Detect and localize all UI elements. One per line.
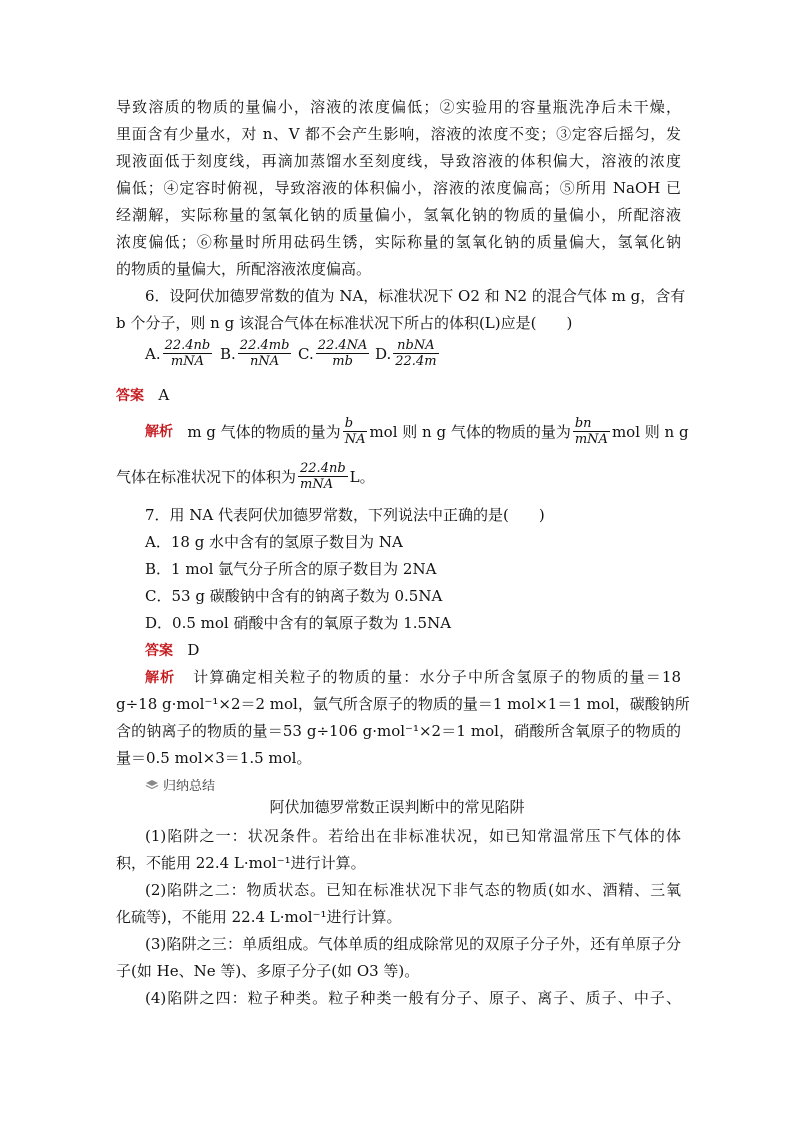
analysis-label: 解析 bbox=[145, 423, 173, 440]
text-line: (4)陷阱之四：粒子种类。粒子种类一般有分子、原子、离子、质子、中子、 bbox=[145, 989, 681, 1007]
option-c: C．53 g 碳酸钠中含有的钠离子数为 0.5NA bbox=[145, 587, 443, 605]
fraction: $\frac{22.4nb}{\text{mNA}}$ bbox=[300, 461, 346, 492]
text-line: (1)陷阱之一：状况条件。若给出在非标准状况，如已知常温常压下气体的体 bbox=[145, 827, 681, 845]
fraction: $\frac{\text{nbNA}}{22.4m}$ bbox=[395, 338, 437, 369]
option-a: A．18 g 水中含有的氢原子数目为 NA bbox=[145, 533, 403, 551]
question-6-stem: 6．设阿伏加德罗常数的值为 NA，标准状况下 O2 和 N2 的混合气体 m g，含有 bbox=[145, 287, 686, 305]
option-c: C. $\frac{22.4NA}{mb}$ bbox=[298, 338, 368, 369]
text-line: 里面含有少量水，对 n、V 都不会产生影响，溶液的浓度不变；③定容后摇匀，发 bbox=[116, 125, 681, 143]
answer-7: 答案 D bbox=[145, 641, 200, 659]
fraction: $\frac{b}{NA}$ bbox=[344, 416, 366, 447]
analysis-7: 解析 计算确定相关粒子的物质的量：水分子中所含氢原子的物质的量＝18 bbox=[145, 668, 682, 686]
answer-label: 答案 bbox=[145, 643, 173, 659]
text-line: 量＝0.5 mol×3＝1.5 mol。 bbox=[116, 749, 312, 767]
analysis-6-cont: 气体在标准状况下的体积为 $\frac{22.4nb}{\text{mNA}}$ L。 bbox=[116, 461, 375, 492]
text-line: (3)陷阱之三：单质组成。气体单质的组成除常见的双原子分子外，还有单原子分 bbox=[145, 935, 681, 953]
layers-icon bbox=[145, 779, 159, 791]
option-d: D．0.5 mol 硝酸中含有的氧原子数为 1.5NA bbox=[145, 614, 452, 632]
option-b: B．1 mol 氩气分子所含的原子数目为 2NA bbox=[145, 560, 437, 578]
summary-tag: 归纳总结 bbox=[145, 775, 215, 794]
fraction: $\frac{22.4NA}{mb}$ bbox=[317, 338, 368, 369]
fraction: $\frac{22.4nb}{\text{mNA}}$ bbox=[164, 338, 211, 369]
question-6-stem-cont: b 个分子，则 n g 该混合气体在标准状况下所占的体积(L)应是( ) bbox=[116, 314, 573, 332]
fraction: $\frac{bn}{\text{mNA}}$ bbox=[574, 416, 608, 447]
text-line: 经潮解，实际称量的氢氧化钠的质量偏小，氢氧化钠的物质的量偏小，所配溶液 bbox=[116, 206, 681, 224]
text-line: g÷18 g·mol⁻¹×2＝2 mol，氩气所含原子的物质的量＝1 mol×1＝1 mol，碳酸钠所 bbox=[116, 695, 690, 713]
answer-label: 答案 bbox=[116, 388, 144, 404]
section-heading: 阿伏加德罗常数正误判断中的常见陷阱 bbox=[269, 798, 525, 816]
option-a: A. $\frac{22.4nb}{\text{mNA}}$ bbox=[145, 338, 211, 369]
text-line: 现液面低于刻度线，再滴加蒸馏水至刻度线，导致溶液的体积偏大，溶液的浓度 bbox=[116, 152, 681, 170]
answer-6: 答案 A bbox=[116, 386, 170, 404]
text-line: 含的钠离子的物质的量＝53 g÷106 g·mol⁻¹×2＝1 mol，硝酸所含氧原子的物质的 bbox=[116, 722, 681, 740]
option-b: B. $\frac{22.4mb}{\text{nNA}}$ bbox=[220, 338, 290, 369]
option-d: D. $\frac{\text{nbNA}}{22.4m}$ bbox=[375, 338, 437, 369]
question-7-stem: 7．用 NA 代表阿伏加德罗常数，下列说法中正确的是( ) bbox=[145, 506, 545, 524]
text-line: 积，不能用 22.4 L·mol⁻¹进行计算。 bbox=[116, 854, 366, 872]
text-line: 偏低；④定容时俯视，导致溶液的体积偏小，溶液的浓度偏高；⑤所用 NaOH 已 bbox=[116, 179, 681, 197]
text-line: 子(如 He、Ne 等)、多原子分子(如 O3 等)。 bbox=[116, 962, 420, 980]
analysis-6: 解析 m g 气体的物质的量为 $\frac{b}{NA}$ mol 则 n g 气体的物质的量为 $\frac{bn}{\text{mNA}}$ mol 则 n g bbox=[145, 416, 689, 447]
text-line: 化硫等)，不能用 22.4 L·mol⁻¹进行计算。 bbox=[116, 908, 402, 926]
text-line: 导致溶质的物质的量偏小，溶液的浓度偏低；②实验用的容量瓶洗净后未干燥， bbox=[116, 98, 681, 116]
text-line: 浓度偏低；⑥称量时所用砝码生锈，实际称量的氢氧化钠的质量偏大，氢氧化钠 bbox=[116, 233, 681, 251]
analysis-label: 解析 bbox=[145, 670, 176, 686]
fraction: $\frac{22.4mb}{\text{nNA}}$ bbox=[239, 338, 290, 369]
text-line: (2)陷阱之二：物质状态。已知在标准状况下非气态的物质(如水、酒精、三氧 bbox=[145, 881, 681, 899]
text-line: 的物质的量偏大，所配溶液浓度偏高。 bbox=[116, 260, 372, 278]
